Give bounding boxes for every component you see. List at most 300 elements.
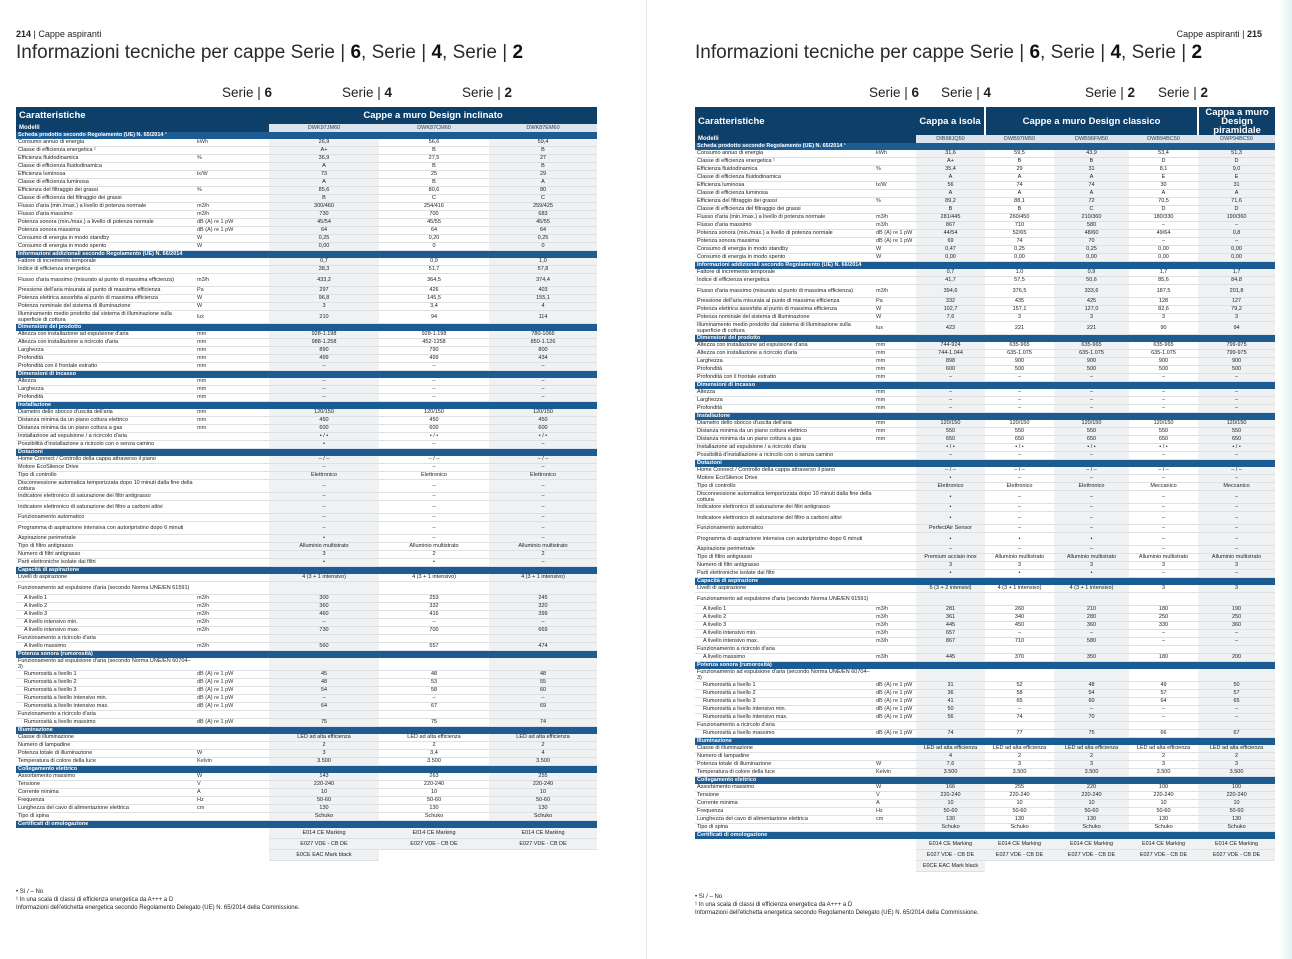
row-value: – [1129, 638, 1198, 646]
row-unit [195, 574, 269, 582]
table-row [695, 350, 1275, 358]
row-value: LED ad alta efficienza [379, 734, 489, 742]
row-unit: mm [195, 409, 269, 417]
row-label: Fattore di incremento temporale [695, 269, 874, 277]
row-value: – [489, 695, 597, 703]
table-row [16, 582, 597, 595]
row-value: 94 [1198, 322, 1275, 335]
row-value: 744-1.044 [916, 350, 985, 358]
title-sep-2: , Serie [442, 42, 497, 63]
row-label: Tipo di controllo [695, 483, 874, 491]
table-row [695, 533, 1275, 546]
row-value: – [916, 405, 985, 413]
table-row [695, 269, 1275, 277]
row-value: Elettronico [489, 472, 597, 480]
row-value: 370 [985, 654, 1054, 662]
row-value: 75 [379, 719, 489, 727]
row-label: Flusso d'aria massimo (misurato al punto di massima efficienza) [16, 274, 195, 287]
row-value [1054, 646, 1129, 654]
footnote-line: Informazioni dell'etichetta energetica secondo Regolamento Delegato (UE) N. 65/2014 della Commissione. [16, 905, 300, 911]
row-value: 45/54 [269, 219, 379, 227]
row-value: 89,2 [916, 198, 985, 206]
row-unit: W [874, 306, 916, 314]
row-label: A livello massimo [16, 643, 195, 651]
table-row [695, 824, 1275, 832]
row-label: Disconnessione automatica temporizzata dopo 10 minuti dalla fine della cottura [695, 491, 874, 504]
table-row [16, 627, 597, 635]
row-value [489, 635, 597, 643]
row-label: Altezza [16, 378, 195, 386]
row-value: 3 [985, 314, 1054, 322]
row-unit: Hz [195, 797, 269, 805]
model-code: DIB98JQ50 [916, 135, 985, 143]
row-value: 394,6 [916, 285, 985, 298]
row-value: 50-60 [489, 797, 597, 805]
cert-value: E014 CE Marking [1198, 839, 1275, 850]
row-value: – [379, 522, 489, 535]
row-label: Rumorosità a livello 1 [16, 671, 195, 679]
row-value: 120/150 [379, 409, 489, 417]
row-value: 56 [916, 714, 985, 722]
row-unit [874, 824, 916, 832]
series-name: Serie | [462, 85, 505, 100]
row-unit: mm [195, 363, 269, 371]
row-value: – [1054, 706, 1129, 714]
row-value: 48 [489, 671, 597, 679]
row-value: 416 [379, 611, 489, 619]
row-label: Rumorosità a livello 3 [16, 687, 195, 695]
row-label: Installazione ad espulsione / a ricircolo d'aria [695, 444, 874, 452]
row-value: 45/55 [379, 219, 489, 227]
row-label: Classe di illuminazione [16, 734, 195, 742]
table-row [695, 491, 1275, 504]
page-title: Informazioni tecniche per cappe Serie | 6, Serie | 4, Serie | 2 [695, 42, 1203, 63]
page-title: Informazioni tecniche per cappe Serie | 6, Serie | 4, Serie | 2 [16, 42, 524, 63]
row-unit: m3/h [195, 627, 269, 635]
row-value: – [489, 394, 597, 402]
table-row [16, 559, 597, 567]
row-label: Parti elettroniche isolate dai filtri [695, 570, 874, 578]
row-unit: % [195, 155, 269, 163]
row-label: Distanza minima da un piano cottura elettrico [695, 428, 874, 436]
row-value: 56 [916, 182, 985, 190]
row-unit: dB (A) re 1 pW [874, 706, 916, 714]
table-row [16, 480, 597, 493]
row-value: 635-965 [1054, 342, 1129, 350]
table-row [695, 358, 1275, 366]
row-unit [195, 163, 269, 171]
table-row [16, 203, 597, 211]
row-unit: mm [874, 389, 916, 397]
row-value: LED ad alta efficienza [489, 734, 597, 742]
row-value: Schuko [269, 813, 379, 821]
section-title: Illuminazione [16, 727, 597, 735]
row-value: 426 [379, 287, 489, 295]
table-row [695, 512, 1275, 525]
row-value: • [269, 535, 379, 543]
row-value: 650 [916, 436, 985, 444]
series-number: 2 [1200, 85, 1209, 100]
row-value: 82,6 [1129, 306, 1198, 314]
section-header [695, 382, 1275, 390]
row-value: 66 [1129, 730, 1198, 738]
row-label: Motore EcoSilence Drive [16, 464, 195, 472]
row-value: – [379, 501, 489, 514]
row-value: 2 [269, 742, 379, 750]
table-row [16, 719, 597, 727]
models-row [16, 124, 597, 132]
table-row [695, 614, 1275, 622]
row-label: Flusso d'aria massimo [16, 211, 195, 219]
row-value: – [1129, 238, 1198, 246]
row-value: 50-60 [916, 808, 985, 816]
row-value: 4 (3 + 1 intensivo) [985, 585, 1054, 593]
row-value: Premium acciaio inox [916, 554, 985, 562]
row-label: Corrente minima [16, 789, 195, 797]
row-value: – [379, 514, 489, 522]
series-number: 4 [384, 85, 393, 100]
row-unit: dB (A) re 1 pW [874, 690, 916, 698]
row-value: – [379, 480, 489, 493]
table-row [16, 535, 597, 543]
section-title: Collegamento elettrico [16, 766, 597, 774]
table-row [695, 444, 1275, 452]
page-number: 214 [16, 29, 32, 39]
row-value: 130 [916, 816, 985, 824]
section-header [16, 449, 597, 457]
section-title: Illuminazione [695, 738, 1275, 746]
row-value: 2 [379, 551, 489, 559]
row-unit: mm [874, 405, 916, 413]
row-value: 29 [985, 166, 1054, 174]
row-label: Tipo di filtro antigrasso [695, 554, 874, 562]
row-unit: % [195, 187, 269, 195]
cert-spacer [16, 839, 269, 850]
row-value: 474 [489, 643, 597, 651]
row-value: 3,4 [379, 750, 489, 758]
row-value: – [379, 695, 489, 703]
row-unit: Kelvin [874, 769, 916, 777]
row-unit: dB (A) re 1 pW [874, 730, 916, 738]
row-value: 180 [1129, 606, 1198, 614]
row-value: 683 [489, 211, 597, 219]
row-value: A [269, 163, 379, 171]
row-value: 560 [269, 643, 379, 651]
row-value: 0,25 [1054, 246, 1129, 254]
row-unit [874, 554, 916, 562]
row-label: Potenza nominale del sistema di illuminazione [695, 314, 874, 322]
row-unit: lx/W [874, 182, 916, 190]
row-value [1054, 722, 1129, 730]
row-value [489, 658, 597, 671]
row-value: Alluminio multistrato [269, 543, 379, 551]
table-row [695, 669, 1275, 682]
row-value: – [269, 363, 379, 371]
row-value: – [1054, 546, 1129, 554]
row-unit [195, 266, 269, 274]
table-row [695, 285, 1275, 298]
row-label: Altezza con installazione a ricircolo d'aria [16, 339, 195, 347]
row-value: 0 [489, 243, 597, 251]
table-row [695, 753, 1275, 761]
row-value: 499 [269, 355, 379, 363]
cert-value: E027 VDE - CB DE [985, 850, 1054, 861]
row-value: 425 [1054, 298, 1129, 306]
row-value: – [1129, 706, 1198, 714]
row-value: – [489, 535, 597, 543]
row-unit [195, 441, 269, 449]
row-value: 130 [1198, 816, 1275, 824]
row-label: Profondità con il frontale estratto [695, 374, 874, 382]
row-value: 57 [1129, 690, 1198, 698]
row-label: Aspirazione perimetrale [695, 546, 874, 554]
row-value: B [379, 147, 489, 155]
section-header [16, 324, 597, 332]
row-unit: m3/h [195, 603, 269, 611]
row-value: – [985, 452, 1054, 460]
series-name: Serie | [941, 85, 984, 100]
row-value: 51,7 [379, 266, 489, 274]
row-value: 4 [916, 753, 985, 761]
row-value: – [1198, 405, 1275, 413]
table-row [695, 467, 1275, 475]
model-code: DWP94BC50 [1198, 135, 1275, 143]
row-label: A livello intensivo max. [16, 627, 195, 635]
table-row [16, 742, 597, 750]
row-value: 190/360 [1198, 214, 1275, 222]
table-row [16, 750, 597, 758]
row-value: 29 [489, 171, 597, 179]
row-unit [874, 269, 916, 277]
table-row [695, 654, 1275, 662]
row-value [489, 711, 597, 719]
running-section: Cappe aspiranti [38, 29, 102, 39]
row-unit: dB (A) re 1 pW [874, 682, 916, 690]
spec-table [695, 107, 1275, 872]
row-label: Indice di efficienza energetica [695, 277, 874, 285]
table-row [16, 243, 597, 251]
row-value: 635-965 [1129, 342, 1198, 350]
table-row [695, 397, 1275, 405]
row-unit [195, 195, 269, 203]
row-value: – [269, 501, 379, 514]
row-value: – [985, 405, 1054, 413]
row-unit [195, 464, 269, 472]
series-number: 4 [983, 85, 992, 100]
row-unit: m3/h [874, 622, 916, 630]
right-page [646, 0, 1292, 959]
row-label: Classe di efficienza luminosa [695, 190, 874, 198]
row-label: Livelli di aspirazione [695, 585, 874, 593]
row-value: 332 [379, 603, 489, 611]
row-unit: Hz [874, 808, 916, 816]
row-label: Rumorosità a livello intensivo max. [16, 703, 195, 711]
row-value: 94 [379, 311, 489, 324]
row-unit: dB (A) re 1 pW [195, 219, 269, 227]
row-value: – [1198, 570, 1275, 578]
row-value: 900 [1129, 358, 1198, 366]
row-value: 2 [1054, 753, 1129, 761]
row-value [269, 582, 379, 595]
table-row [16, 266, 597, 274]
row-value: 0 [379, 243, 489, 251]
row-value: 850-1.126 [489, 339, 597, 347]
row-value: 550 [916, 428, 985, 436]
row-value: – [379, 535, 489, 543]
table-row [16, 433, 597, 441]
row-value: 145,5 [379, 295, 489, 303]
row-value: 187,5 [1129, 285, 1198, 298]
row-value: – [269, 522, 379, 535]
row-value: 3.500 [269, 758, 379, 766]
series-name: Serie | [342, 85, 385, 100]
table-row [16, 595, 597, 603]
row-label: Profondità [695, 366, 874, 374]
table-row [16, 703, 597, 711]
row-unit [195, 480, 269, 493]
row-value: – / – [269, 456, 379, 464]
row-value: A [1198, 190, 1275, 198]
section-title: Dimensioni del prodotto [16, 324, 597, 332]
header-group-isola: Cappa a isola [916, 107, 985, 135]
row-value [1129, 646, 1198, 654]
row-label: Efficienza del filtraggio dei grassi [16, 187, 195, 195]
row-unit: A [874, 800, 916, 808]
table-row [16, 155, 597, 163]
table-row [16, 363, 597, 371]
row-value: • / • [489, 433, 597, 441]
row-value: 3.500 [1054, 769, 1129, 777]
row-value: LED ad alta efficienza [916, 745, 985, 753]
row-value: 0,9 [1054, 269, 1129, 277]
row-value: – [985, 491, 1054, 504]
row-value: – [1198, 389, 1275, 397]
row-value: – [985, 512, 1054, 525]
row-value: – [1054, 452, 1129, 460]
row-value: – [1054, 389, 1129, 397]
table-row [16, 711, 597, 719]
row-value: – [489, 480, 597, 493]
row-value: 64 [269, 227, 379, 235]
row-label: Altezza [695, 389, 874, 397]
row-value: 433,2 [269, 274, 379, 287]
row-label: Numero di filtri antigrasso [16, 551, 195, 559]
row-value: – [1129, 405, 1198, 413]
series-label [342, 85, 392, 100]
table-row [16, 303, 597, 311]
row-unit: mm [874, 350, 916, 358]
row-value: 85,6 [1129, 277, 1198, 285]
row-value: 90 [1129, 322, 1198, 335]
row-value: 669 [489, 627, 597, 635]
row-value: – [1198, 397, 1275, 405]
row-value: 0,7 [269, 258, 379, 266]
row-value: 3 [1198, 585, 1275, 593]
row-value: 635-965 [985, 342, 1054, 350]
row-unit: dB (A) re 1 pW [874, 698, 916, 706]
row-value: 3 [985, 562, 1054, 570]
row-value: 53,4 [1129, 150, 1198, 158]
cert-value: E014 CE Marking [1129, 839, 1198, 850]
cert-value [489, 850, 597, 861]
table-row [16, 695, 597, 703]
row-value: 10 [1054, 800, 1129, 808]
row-value: 80 [489, 187, 597, 195]
row-value: • [1054, 533, 1129, 546]
section-header [16, 132, 597, 139]
section-header [695, 832, 1275, 840]
row-label: Classe di efficienza energetica ¹ [16, 147, 195, 155]
row-unit: W [195, 773, 269, 781]
row-label: Distanza minima da un piano cottura a gas [695, 436, 874, 444]
section-title: Certificati di omologazione [16, 821, 597, 829]
row-value: 27 [489, 155, 597, 163]
section-title: Scheda prodotto secondo Regolamento (UE) N. 65/2014 ¹ [16, 132, 597, 139]
row-label: Potenza sonora massima [16, 227, 195, 235]
series-number: 6 [264, 85, 273, 100]
row-label: Funzionamento a ricircolo d'aria [16, 711, 195, 719]
row-value: 221 [985, 322, 1054, 335]
row-value: 7,6 [916, 761, 985, 769]
row-label: Frequenza [695, 808, 874, 816]
row-value: – [1198, 504, 1275, 512]
cert-value: E027 VDE - CB DE [489, 839, 597, 850]
row-value: A [916, 190, 985, 198]
cert-value [379, 850, 489, 861]
row-value: 8,1 [1129, 166, 1198, 174]
row-value: 364,5 [379, 274, 489, 287]
row-value: 74 [1054, 182, 1129, 190]
row-unit: dB (A) re 1 pW [195, 695, 269, 703]
table-row [695, 420, 1275, 428]
row-label: Funzionamento a ricircolo d'aria [695, 646, 874, 654]
row-value: 59,5 [985, 150, 1054, 158]
row-unit [195, 734, 269, 742]
row-value: 10 [1129, 800, 1198, 808]
row-label: Disconnessione automatica temporizzata dopo 10 minuti dalla fine della cottura [16, 480, 195, 493]
table-row [16, 179, 597, 187]
row-value: 550 [1198, 428, 1275, 436]
row-value: 64 [379, 227, 489, 235]
section-header [695, 413, 1275, 421]
row-value: B [379, 179, 489, 187]
row-value: 120/150 [489, 409, 597, 417]
row-value: – [1129, 475, 1198, 483]
row-label: Efficienza del filtraggio dei grassi [695, 198, 874, 206]
row-value: – [1054, 405, 1129, 413]
row-value: 60 [489, 687, 597, 695]
row-unit [874, 483, 916, 491]
row-label: Home Connect / Controllo della cappa attraverso il piano [16, 456, 195, 464]
row-label: Consumo di energia in modo standby [695, 246, 874, 254]
row-label: Numero di lampadine [16, 742, 195, 750]
row-value: – [1198, 452, 1275, 460]
row-value: 730 [269, 627, 379, 635]
row-value: 31,6 [916, 150, 985, 158]
table-row [695, 306, 1275, 314]
row-unit: W [195, 303, 269, 311]
row-value: • [985, 533, 1054, 546]
row-unit: m3/h [874, 222, 916, 230]
row-value: 120/150 [1129, 420, 1198, 428]
section-header [16, 651, 597, 659]
section-title: Informazioni addizionali secondo Regolamento (UE) N. 66/2014 [695, 262, 1275, 270]
footnote-line: ¹ In una scala di classi di efficienza energetica da A+++ a D [16, 897, 174, 903]
row-value: 3 [1054, 562, 1129, 570]
row-value [985, 593, 1054, 606]
row-value: 25 [379, 171, 489, 179]
row-unit: Kelvin [195, 758, 269, 766]
